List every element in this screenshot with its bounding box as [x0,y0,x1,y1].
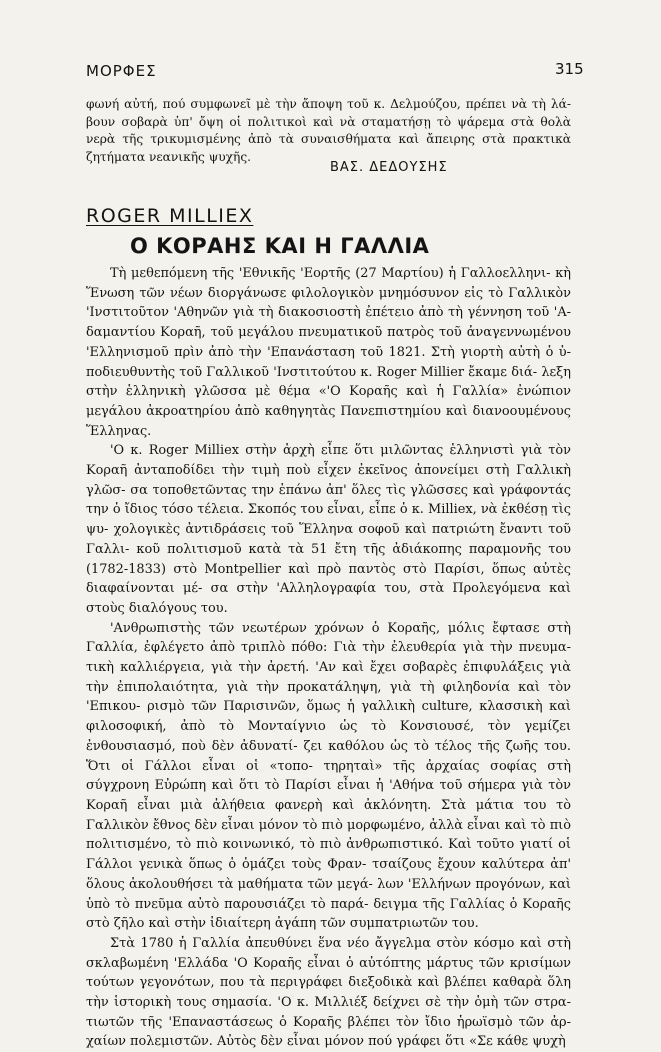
body-paragraph: Τὴ μεθεπόμενη τῆς 'Εθνικῆς 'Εορτῆς (27 Μαρτίου) ἡ Γαλλοελληνι- κὴ Ἕνωση τῶν νέων διοργάνωσε φιλολογικὸν μνημόσυνον εἰς τὸ Γαλλικὸν 'Ινστιτοῦτον 'Αθηνῶν γιὰ τὴ διακοσιοστὴ ἐπέτειο ἀπὸ τὴ γέννηση τοῦ 'Α- δαμαντίου Κοραῆ, τοῦ μεγάλου πνευματικοῦ πατρὸς τοῦ ἀναγεννωμένου 'Ελληνισμοῦ πρὶν ἀπὸ τὴν 'Επανάσταση τοῦ 1821. Στὴ γιορτὴ αὐτὴ ὁ ὑ- ποδιευθυντὴς τοῦ Γαλλικοῦ 'Ινστιτούτου κ. Roger Millier ἔκαμε διά- λεξη στὴν ἑλληνικὴ γλῶσσα μὲ θέμα «'Ο Κοραῆς καὶ ἡ Γαλλία» ἐνώπιον μεγάλου ἀκροατηρίου ἀπὸ καθηγητὰς Πανεπιστημίου καὶ διανοουμένους Ἕλληνας. [86,266,571,439]
article-body [86,264,571,1052]
body-paragraph: Στὰ 1780 ἡ Γαλλία ἀπευθύνει ἕνα νέο ἄγγελμα στὸν κόσμο καὶ στὴ σκλαβωμένη 'Ελλάδα 'Ο Κοραῆς εἶναι ὁ αὐτόπτης μάρτυς τῶν κρισίμων τούτων γεγονότων, που τὰ περιγράφει διεξοδικὰ καὶ βλέπει καθαρὰ ὅλη τὴν ἱστορικὴ τους σημασία. 'Ο κ. Μιλλιέξ δείχνει σὲ τὴν ὁμὴ τῶν στρα- τιωτῶν τῆς 'Επαναστάσεως ὁ Κοραῆς βλέπει τὸν ἴδιο ἡρωϊσμὸ τῶν ἀρ- χαίων πολεμιστῶν. Αὐτὸς δὲν εἶναι μόνον πού γράφει ὅτι «Σε κάθε ψυχὴ [86,935,571,1050]
body-paragraph: 'Ο κ. Roger Milliex στὴν ἀρχὴ εἶπε ὅτι μιλῶντας ἑλληνιστὶ γιὰ τὸν Κοραῆ ἀνταποδίδει τὴν τιμὴ ποὺ εἶχεν ἐκεῖνος ἀπονείμει στὴ Γαλλικὴ γλῶσ- σα τοποθετῶντας την ἐπάνω ἀπ' ὅλες τὶς γλῶσσες καὶ γράφοντάς την ὁ ἴδιος τόσο τέλεια. Σκοπός του εἶναι, εἶπε ὁ κ. Milliex, νὰ ἐκθέσῃ τὶς ψυ- χολογικὲς ἀντιδράσεις τοῦ Ἕλληνα σοφοῦ καὶ πατριώτη ἔναντι τοῦ Γαλλι- κοῦ πολιτισμοῦ κατὰ τὰ 51 ἔτη τῆς ἀδιάκοπης παραμονῆς του (1782-1833) στὸ Montpellier καὶ πρὸ παντὸς στὸ Παρίσι, ὅπως αὐτὲς διαφαίνονται μέ- σα στὴν 'Αλληλογραφία του, στὰ Προλεγόμενα καὶ στοὺς διαλόγους του. [86,443,571,616]
article-title: Ο ΚΟΡΑΗΣ ΚΑΙ Η ΓΑΛΛΙΑ [130,234,430,258]
page-number: 315 [555,60,584,78]
author-signature: ΒΑΣ. ΔΕΔΟΥΣΗΣ [330,160,448,175]
section-author-heading: ROGER MILLIEX [86,205,254,227]
previous-article-ending: φωνή αὐτή, πού συμφωνεῖ μὲ τὴν ἄποψη τοῦ κ. Δελμούζου, πρέπει νὰ τὴ λά- βουν σοβαρὰ ὑπ' ὄψη οἱ πολιτικοὶ καὶ νὰ σταματήσῃ τὸ ψάρεμα στὰ θολὰ νερὰ τῆς τρικυμισμένης ἀπὸ τὰ συναισθήματα καὶ ἄπειρης στὰ πρακτικὰ ζητήματα νεανικῆς ψυχῆς. [86,97,571,164]
running-title: ΜΟΡΦΕΣ [86,62,157,80]
body-paragraph: 'Ανθρωπιστὴς τῶν νεωτέρων χρόνων ὁ Κοραῆς, μόλις ἔφτασε στὴ Γαλλία, ἐφλέγετο ἀπὸ τριπλὸ πόθο: Γιὰ τὴν ἐλευθερία γιὰ τὴν πνευμα- τικὴ καλλιέργεια, γιὰ τὴν ἀρετή. 'Αν καὶ ἔχει σοβαρὲς ἐπιφυλάξεις γιὰ τὴν ἐπιπολαιότητα, γιὰ τὴν προκατάληψη, γιὰ τὴ φιληδονία καὶ τὸν 'Επικου- ρισμὸ τῶν Παρισινῶν, ὅμως ἡ γαλλικὴ culture, κλασσικὴ καὶ φιλοσοφική, ἀπὸ τὸ Μονταίγνιο ὡς τὸ Κονσιουσέ, τὸν γεμίζει ἐνθουσιασμό, ποὺ δὲν ἀδυνατί- ζει καθόλου ὡς τὸ τέλος τῆς ζωῆς του. Ὅτι οἱ Γάλλοι εἶναι οἱ «τοπο- τηρηταὶ» τῆς ἀρχαίας σοφίας στὴ σύγχρονη Εὐρώπη καὶ ὅτι τὸ Παρίσι εἶναι ἡ 'Αθήνα τοῦ σήμερα γιὰ τὸν Κοραῆ εἶναι μιὰ ἀλήθεια φανερὴ καὶ ἀκλόνητη. Στὰ μάτια του τὸ Γαλλικὸν ἔθνος δὲν εἶναι μόνον τὸ πιὸ μορφωμένο, ἀλλὰ εἶναι καὶ τὸ πιὸ πολιτισμένο, τὸ πιὸ κοινωνικό, τὸ πιὸ ἀνθρωπιστικό. Καὶ τοῦτο γιατί οἱ Γάλλοι γενικὰ ὅπως ὁ ὁμάζει τοὺς Φραν- τσαίζους ἔχουν καλύτερα ἀπ' ὅλους ἀκολουθήσει τὰ μαθήματα τῶν μεγά- λων 'Ελλήνων προγόνων, καὶ ὑπὸ τὸ πνεῦμα αὐτὸ παρουσιάζει τὸ παρά- δειγμα τῆς Γαλλίας ὁ Κοραῆς στὸ ζῆλο καὶ στὴν ἰδιαίτερη ἀγάπη τῶν συμπατριωτῶν του. [86,620,571,932]
